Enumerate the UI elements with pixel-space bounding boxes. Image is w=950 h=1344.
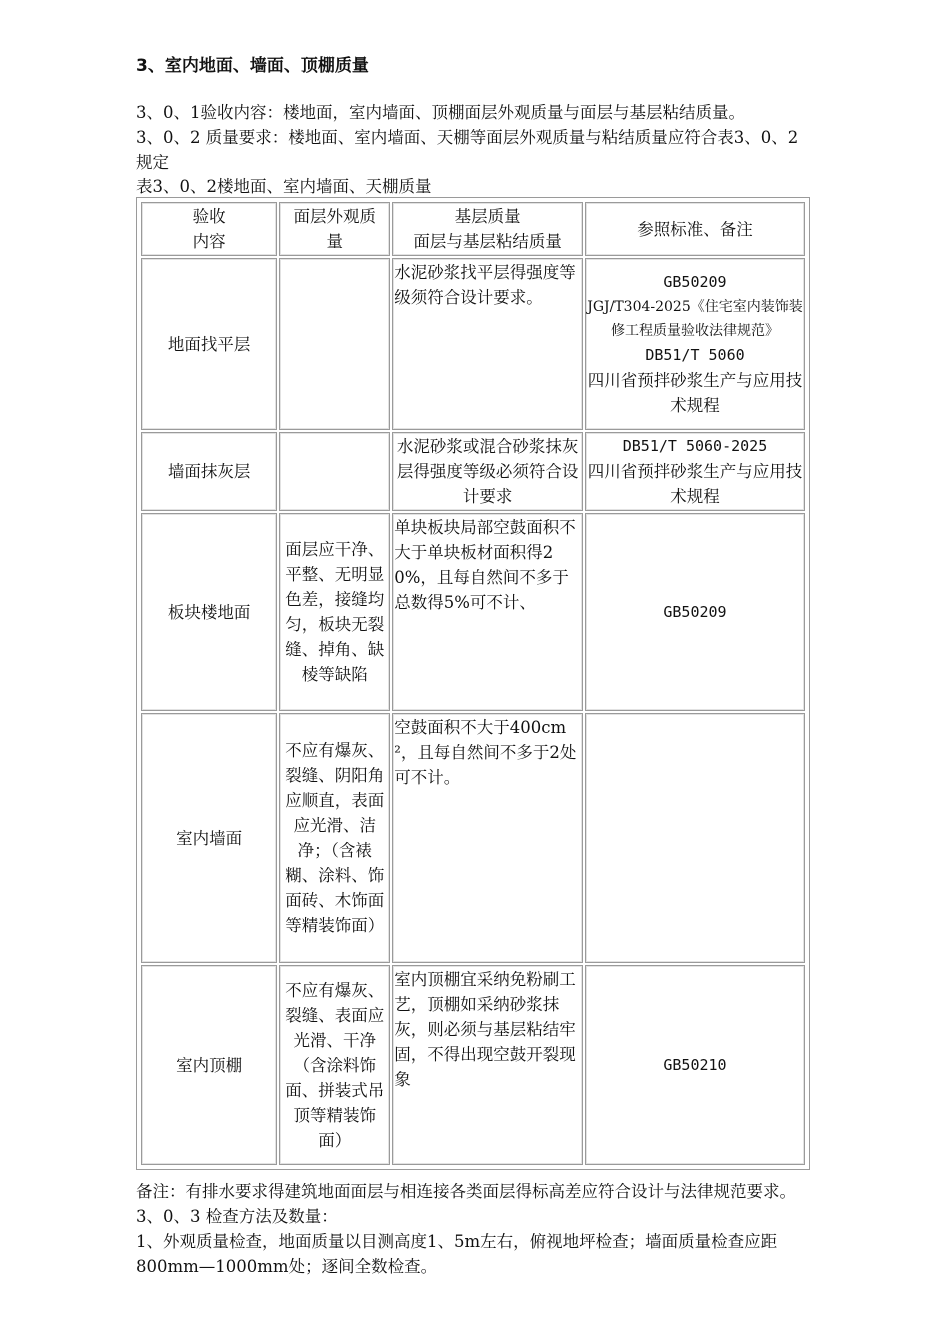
reference-line: 四川省预拌砂浆生产与应用技术规程 <box>587 371 803 415</box>
table-header-row <box>141 202 805 256</box>
row-reference <box>585 258 805 430</box>
row-item: 地面找平层 <box>141 258 277 430</box>
row-item: 室内顶棚 <box>141 965 277 1165</box>
row-reference: GB50209 <box>585 513 805 711</box>
row-item: 室内墙面 <box>141 713 277 963</box>
reference-line: GB50209 <box>663 273 727 291</box>
table-caption: 表3、0、2楼地面、室内墙面、天棚质量 <box>136 177 432 196</box>
paragraph-quality-requirement-cont: 规定 <box>136 153 169 172</box>
row-reference <box>585 713 805 963</box>
header-item-line1: 验收 <box>192 207 226 226</box>
section-heading: 3、室内地面、墙面、顶棚质量 <box>136 56 369 76</box>
header-item-line2: 内容 <box>192 232 226 251</box>
reference-line: 四川省预拌砂浆生产与应用技术规程 <box>587 462 803 506</box>
table-row <box>141 713 805 963</box>
row-item: 板块楼地面 <box>141 513 277 711</box>
table-row <box>141 965 805 1165</box>
table-remark: 备注：有排水要求得建筑地面面层与相连接各类面层得标高差应符合设计与法律规范要求。 <box>136 1182 796 1201</box>
row-appearance: 不应有爆灰、裂缝、表面应光滑、干净（含涂料饰面、拼装式吊顶等精装饰面） <box>279 965 390 1165</box>
reference-line: DB51/T 5060 <box>645 346 745 364</box>
row-appearance <box>279 258 390 430</box>
paragraph-inspection-method: 3、0、3 检查方法及数量： <box>136 1207 338 1226</box>
header-bond <box>392 202 583 256</box>
header-appearance-line1: 面层外观质 <box>293 207 376 226</box>
header-bond-line1: 基层质量 <box>454 207 521 226</box>
row-appearance: 不应有爆灰、裂缝、阴阳角应顺直，表面应光滑、洁净；（含裱糊、涂料、饰面砖、木饰面等精装饰面） <box>279 713 390 963</box>
row-bond: 单块板块局部空鼓面积不大于单块板材面积得20%，且每自然间不多于总数得5%可不计、 <box>392 513 583 711</box>
row-appearance <box>279 432 390 511</box>
paragraph-inspection-detail: 1、外观质量检查，地面质量以目测高度1、5m左右，俯视地坪检查；墙面质量检查应距 <box>136 1232 778 1251</box>
header-bond-line2: 面层与基层粘结质量 <box>413 232 562 251</box>
header-reference: 参照标准、备注 <box>585 202 805 256</box>
row-item: 墙面抹灰层 <box>141 432 277 511</box>
table-row <box>141 258 805 430</box>
header-item <box>141 202 277 256</box>
header-appearance <box>279 202 390 256</box>
table-row <box>141 432 805 511</box>
reference-line: JGJ/T304-2025《住宅室内装饰装修工程质量验收法律规范》 <box>587 299 803 339</box>
reference-line: DB51/T 5060-2025 <box>622 437 768 455</box>
row-bond: 水泥砂浆找平层得强度等级须符合设计要求。 <box>392 258 583 430</box>
paragraph-inspection-detail-cont: 800mm—1000mm处；逐间全数检查。 <box>136 1257 438 1276</box>
table-row <box>141 513 805 711</box>
row-appearance: 面层应干净、平整、无明显色差，接缝均匀，板块无裂缝、掉角、缺棱等缺陷 <box>279 513 390 711</box>
row-reference <box>585 432 805 511</box>
quality-table-frame <box>136 197 810 1170</box>
paragraph-acceptance-content: 3、0、1验收内容：楼地面，室内墙面、顶棚面层外观质量与面层与基层粘结质量。 <box>136 103 745 122</box>
row-bond: 空鼓面积不大于400cm²，且每自然间不多于2处可不计。 <box>392 713 583 963</box>
quality-table <box>139 200 807 1167</box>
header-appearance-line2: 量 <box>326 232 343 251</box>
paragraph-quality-requirement: 3、0、2 质量要求：楼地面、室内墙面、天棚等面层外观质量与粘结质量应符合表3、0、2 <box>136 128 799 147</box>
row-bond: 水泥砂浆或混合砂浆抹灰层得强度等级必须符合设计要求 <box>392 432 583 511</box>
row-reference: GB50210 <box>585 965 805 1165</box>
row-bond: 室内顶棚宜采纳免粉刷工艺，顶棚如采纳砂浆抹灰，则必须与基层粘结牢固，不得出现空鼓开裂现象 <box>392 965 583 1165</box>
